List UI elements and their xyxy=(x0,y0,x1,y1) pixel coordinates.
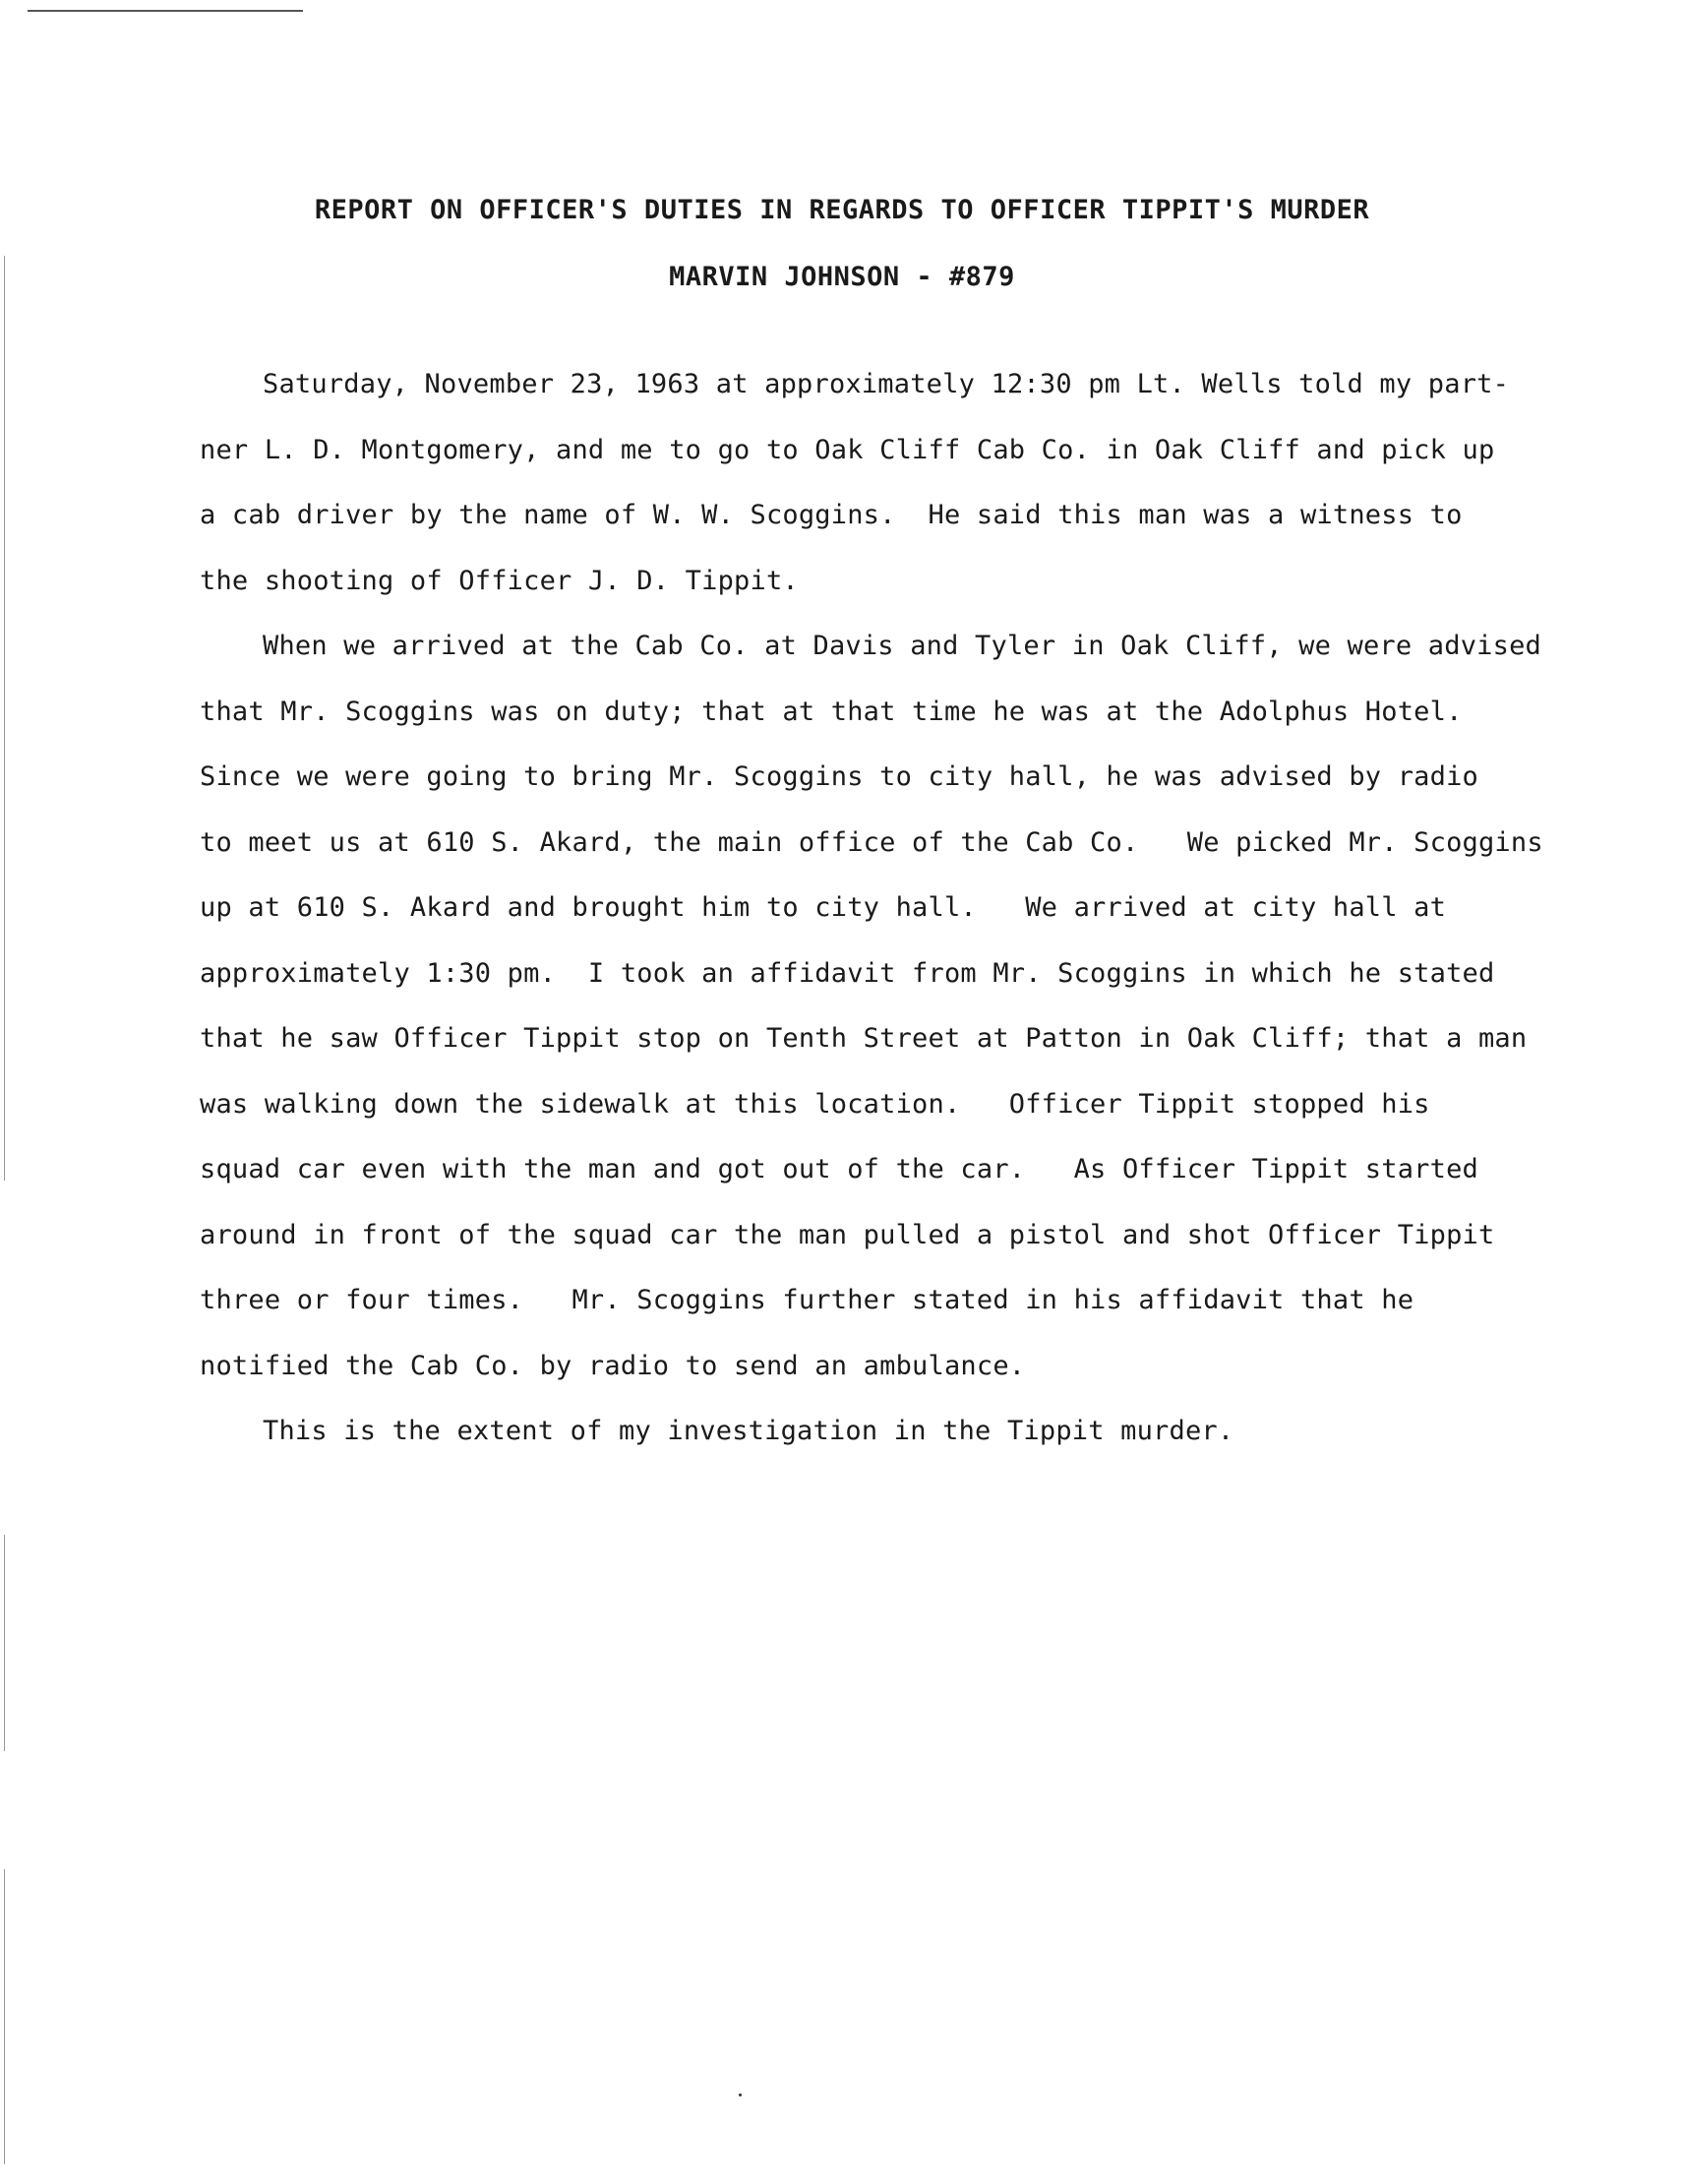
body-line: that he saw Officer Tippit stop on Tenth Street at Patton in Oak Cliff; that a man xyxy=(200,1023,1528,1054)
body-line: that Mr. Scoggins was on duty; that at that time he was at the Adolphus Hotel. xyxy=(200,696,1463,727)
report-title: REPORT ON OFFICER'S DUTIES IN REGARDS TO OFFICER TIPPIT'S MURDER xyxy=(314,195,1370,225)
body-line: the shooting of Officer J. D. Tippit. xyxy=(200,565,799,596)
scan-artifact-dot xyxy=(739,2093,742,2096)
body-line: was walking down the sidewalk at this location. Officer Tippit stopped his xyxy=(200,1088,1430,1120)
scan-artifact-rule xyxy=(28,10,303,12)
body-line: When we arrived at the Cab Co. at Davis and Tyler in Oak Cliff, we were advised xyxy=(263,631,1541,661)
report-author: MARVIN JOHNSON - #879 xyxy=(669,262,1015,292)
body-line: This is the extent of my investigation in the Tippit murder. xyxy=(263,1416,1234,1446)
body-line: to meet us at 610 S. Akard, the main office of the Cab Co. We picked Mr. Scoggins xyxy=(200,826,1543,858)
body-line: up at 610 S. Akard and brought him to city hall. We arrived at city hall at xyxy=(200,892,1447,923)
body-line: Since we were going to bring Mr. Scoggins to city hall, he was advised by radio xyxy=(200,761,1478,792)
body-line: three or four times. Mr. Scoggins further stated in his affidavit that he xyxy=(200,1285,1414,1315)
scan-artifact-edge xyxy=(4,1535,5,1751)
body-line: around in front of the squad car the man pulled a pistol and shot Officer Tippit xyxy=(200,1219,1495,1250)
report-body xyxy=(200,352,1577,1465)
body-line: notified the Cab Co. by radio to send an ambulance. xyxy=(200,1350,1026,1381)
body-line: a cab driver by the name of W. W. Scoggins. He said this man was a witness to xyxy=(200,500,1463,530)
body-line: ner L. D. Montgomery, and me to go to Oak Cliff Cab Co. in Oak Cliff and pick up xyxy=(200,434,1495,465)
body-line: approximately 1:30 pm. I took an affidavit from Mr. Scoggins in which he stated xyxy=(200,957,1495,989)
body-line: Saturday, November 23, 1963 at approximately 12:30 pm Lt. Wells told my part- xyxy=(263,369,1510,399)
body-line: squad car even with the man and got out of the car. As Officer Tippit started xyxy=(200,1154,1478,1184)
scan-artifact-edge xyxy=(4,1869,5,2164)
scan-artifact-edge xyxy=(4,295,5,1181)
